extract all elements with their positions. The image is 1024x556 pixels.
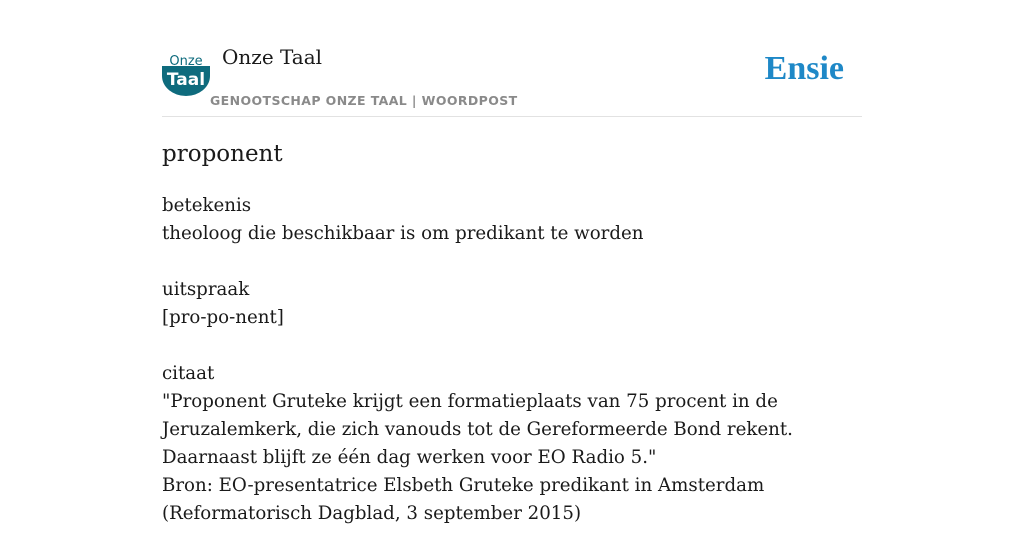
entry-content [162,138,862,556]
entry-title: proponent [162,141,283,167]
uitspraak-label: uitspraak [162,279,250,300]
site-header [162,40,862,117]
betekenis-section [162,192,862,248]
betekenis-label: betekenis [162,195,252,216]
bron-text: Bron: EO-presentatrice Elsbeth Gruteke predikant in Amsterdam (Reformatorisch Dagblad, 3 september 2015) [162,475,765,524]
onze-taal-logo-icon [162,52,210,96]
logo-line2: Taal [166,70,206,90]
citaat-section [162,360,862,528]
citaat-text: "Proponent Gruteke krijgt een formatieplaats van 75 procent in de Jeruzalemkerk, die zich vanouds tot de Gereformeerde Bond rekent. Daarnaast blijft ze één dag werken voor EO Radio 5." [162,391,793,468]
uitspraak-text: [pro-po-nent] [162,307,284,328]
site-title[interactable]: Onze Taal [222,45,323,69]
uitspraak-section [162,276,862,332]
ensie-brand-link[interactable]: Ensie [764,50,844,87]
betekenis-text: theoloog die beschikbaar is om predikant te worden [162,223,644,244]
citaat-label: citaat [162,363,215,384]
logo-line1: Onze [169,54,203,69]
onze-taal-logo[interactable] [162,52,210,96]
site-subtitle: GENOOTSCHAP ONZE TAAL | WOORDPOST [210,93,518,108]
